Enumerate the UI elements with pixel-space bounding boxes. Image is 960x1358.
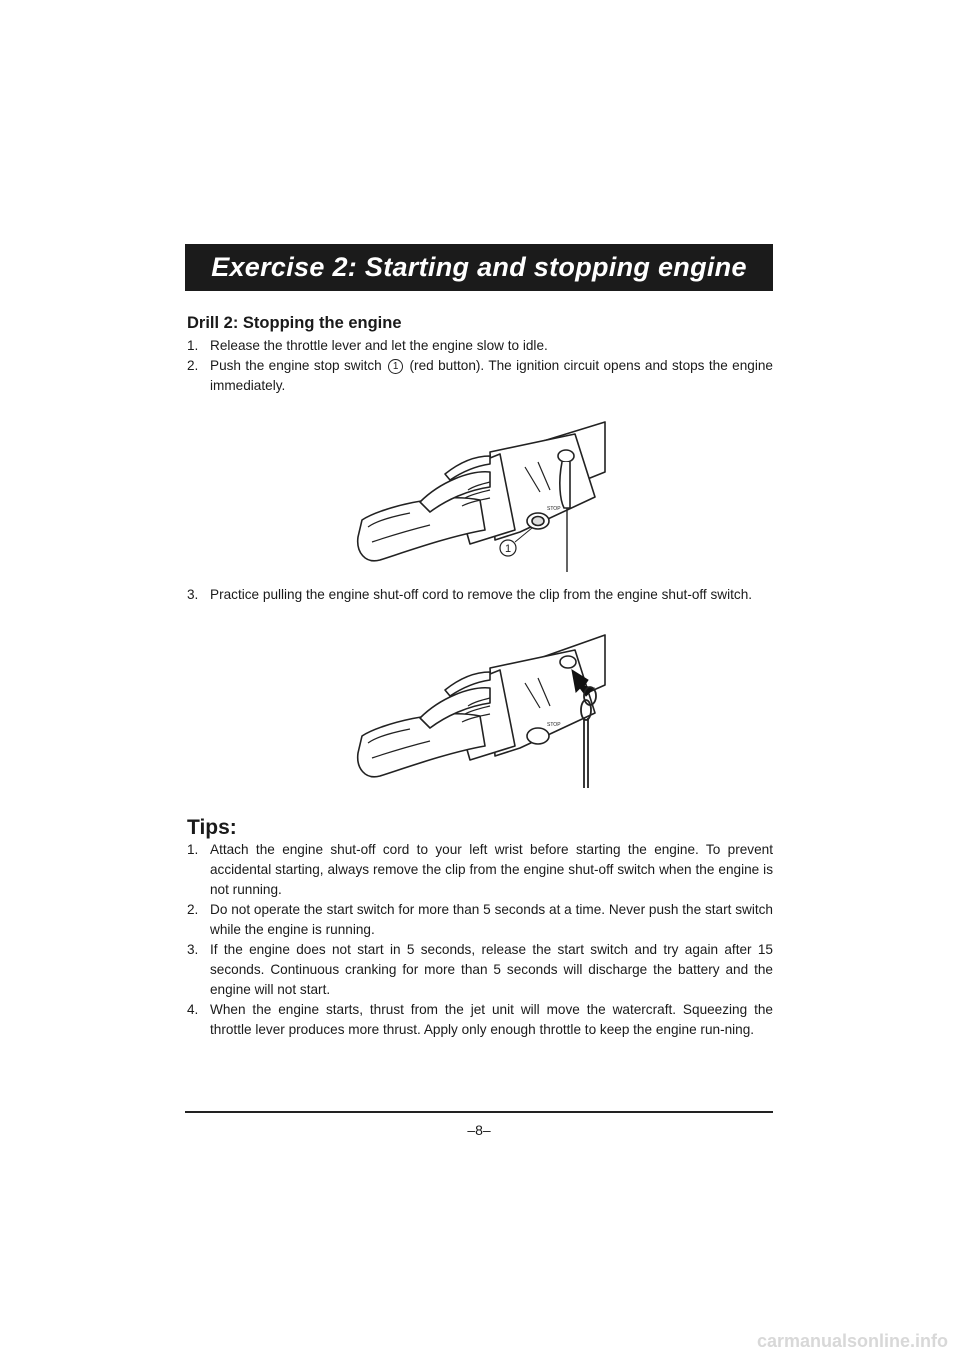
callout-marker: 1	[388, 359, 403, 374]
tip-1: 1. Attach the engine shut-off cord to your left wrist before starting the engine. To prevent accidental starting, always remove the clip from the engine shut-off switch when the engine is not running.	[187, 842, 773, 897]
drill-steps-bottom	[187, 585, 773, 605]
section-title: Exercise 2: Starting and stopping engine	[211, 252, 747, 282]
step-3: 3. Practice pulling the engine shut-off cord to remove the clip from the engine shut-off switch.	[187, 587, 753, 602]
handlebar-stop-switch-illustration	[350, 412, 610, 572]
footer-divider	[185, 1111, 773, 1113]
section-title-banner	[185, 244, 773, 291]
tip-4: 4. When the engine starts, thrust from the jet unit will move the watercraft. Squeezing the throttle lever produces more thrust. Apply only enough throttle to keep the engine run-ning.	[187, 1002, 773, 1037]
stop-label: STOP	[547, 722, 561, 728]
watermark: carmanualsonline.info	[756, 1331, 948, 1351]
step-1: 1. Release the throttle lever and let the engine slow to idle.	[187, 338, 548, 353]
callout-number: 1	[504, 543, 512, 555]
shutoff-cord-illustration	[350, 630, 610, 788]
stop-label: STOP	[547, 506, 561, 512]
page-number: –8–	[467, 1122, 491, 1138]
drill-title: Drill 2: Stopping the engine	[187, 314, 402, 332]
drill-steps-top	[187, 336, 773, 396]
tips-list	[187, 840, 773, 1040]
tips-title: Tips:	[187, 816, 237, 839]
step-2: 2. Push the engine stop switch 1 (red button). The ignition circuit opens and stops the engine immediately.	[187, 358, 773, 393]
tip-3: 3. If the engine does not start in 5 seconds, release the start switch and try again after 15 seconds. Continuous cranking for more than 5 seconds will discharge the battery and the engine will not start.	[187, 942, 773, 997]
tip-2: 2. Do not operate the start switch for more than 5 seconds at a time. Never push the start switch while the engine is running.	[187, 902, 773, 937]
